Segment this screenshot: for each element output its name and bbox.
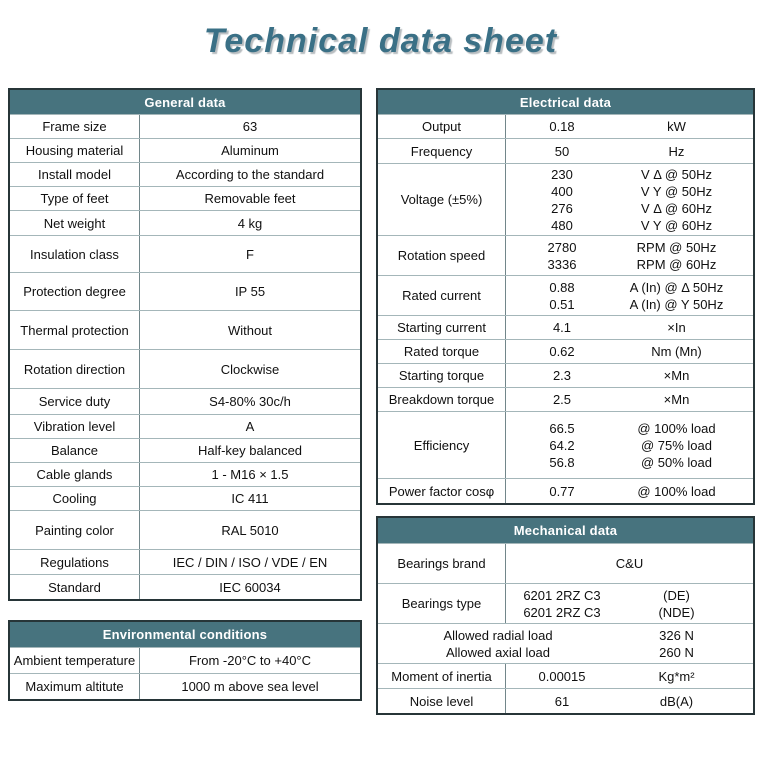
row-value: IEC 60034: [219, 579, 281, 595]
row-unit-line: V Y @ 50Hz: [640, 183, 713, 199]
row-unit-line: 326 N: [659, 627, 694, 643]
row-value: [506, 115, 618, 138]
row-label: Noise level: [378, 689, 506, 713]
row-value-line: 2780: [547, 239, 577, 255]
table-row: [378, 138, 753, 163]
row-value-line: 0.62: [549, 344, 575, 359]
row-unit-line: dB(A): [659, 693, 694, 709]
table-row: [378, 583, 753, 623]
row-label: Insulation class: [10, 236, 140, 272]
row-unit-line: A (In) @ Δ 50Hz: [629, 279, 724, 295]
row-value: According to the standard: [175, 167, 325, 182]
row-value: [506, 664, 618, 688]
row-value-line: 2.5: [552, 392, 572, 407]
table-row: [10, 647, 360, 673]
row-label: Protection degree: [10, 273, 140, 310]
electrical-data-table: [376, 88, 755, 505]
row-label-span: [378, 624, 618, 663]
row-unit: [618, 139, 753, 163]
row-value: 4 kg: [237, 215, 263, 231]
row-value: [506, 364, 618, 387]
table-row: [10, 162, 360, 186]
row-unit-line: (NDE): [658, 604, 695, 620]
row-unit-line: RPM @ 60Hz: [636, 256, 717, 272]
row-label: Painting color: [10, 511, 140, 549]
row-unit-line: (DE): [663, 587, 690, 603]
row-label: Bearings type: [378, 584, 506, 623]
row-value-line: 50: [554, 143, 570, 159]
table-row: [378, 688, 753, 713]
row-label: Rated torque: [378, 340, 506, 363]
row-label: Voltage (±5%): [378, 164, 506, 235]
row-label: Maximum altitute: [10, 674, 140, 699]
row-label: Cooling: [10, 487, 140, 510]
row-unit-line: @ 100% load: [637, 483, 716, 499]
row-value: 1000 m above sea level: [181, 679, 319, 694]
row-value: IP 55: [234, 284, 266, 299]
row-value: 63: [242, 119, 258, 134]
table-row: [378, 275, 753, 315]
row-unit-line: @ 100% load: [637, 420, 716, 436]
row-value: Clockwise: [220, 361, 280, 377]
table-row: [10, 235, 360, 272]
table-row: [10, 414, 360, 438]
table-row: [10, 349, 360, 388]
row-value-line: 3336: [547, 256, 577, 272]
row-value: RAL 5010: [221, 522, 279, 538]
mechanical-data-table: [376, 516, 755, 715]
row-value-line: 0.18: [549, 119, 575, 134]
row-value-line: 61: [554, 693, 570, 709]
row-value-line: 6201 2RZ C3: [523, 587, 601, 603]
row-label: Efficiency: [378, 412, 506, 478]
general-data-table: [8, 88, 362, 601]
table-header: Mechanical data: [378, 518, 753, 543]
row-value: [506, 236, 618, 275]
table-row: [378, 235, 753, 275]
table-row: [10, 549, 360, 574]
row-unit-line: Hz: [668, 143, 685, 159]
table-row: [10, 210, 360, 235]
row-value: [506, 689, 618, 713]
row-value: [506, 340, 618, 363]
table-row: [378, 478, 753, 503]
table-row: [378, 339, 753, 363]
row-unit: [618, 364, 753, 387]
row-value-line: 4.1: [552, 320, 572, 335]
row-label: Bearings brand: [378, 544, 506, 583]
row-value-line: 0.77: [549, 483, 575, 499]
row-unit: [618, 412, 753, 478]
row-unit-line: V Δ @ 60Hz: [640, 200, 713, 216]
row-value-line: 2.3: [552, 368, 572, 383]
row-value: F: [246, 246, 254, 262]
row-label: Moment of inertia: [378, 664, 506, 688]
row-value: Removable feet: [204, 191, 296, 206]
table-row: [10, 574, 360, 599]
table-row: [378, 663, 753, 688]
table-row: [10, 388, 360, 414]
row-label: Frequency: [378, 139, 506, 163]
row-unit: [618, 479, 753, 503]
row-unit: [618, 276, 753, 315]
row-unit-line: @ 50% load: [640, 454, 713, 470]
row-unit-line: V Δ @ 50Hz: [640, 166, 713, 182]
row-value-line: 230: [551, 166, 573, 182]
row-label-line: Allowed axial load: [445, 644, 551, 660]
table-row: [378, 363, 753, 387]
row-value-line: 6201 2RZ C3: [523, 604, 601, 620]
row-label-line: Allowed radial load: [443, 627, 553, 643]
table-row: [378, 387, 753, 411]
row-unit-line: Kg*m²: [658, 668, 695, 684]
row-value: [506, 139, 618, 163]
row-value-line: C&U: [615, 556, 644, 571]
row-unit: [618, 340, 753, 363]
row-label: Frame size: [10, 115, 140, 138]
row-label: Type of feet: [10, 187, 140, 210]
row-value-line: 480: [551, 217, 573, 233]
row-label: Install model: [10, 163, 140, 186]
table-row: [10, 438, 360, 462]
row-value: [506, 412, 618, 478]
row-label: Standard: [10, 575, 140, 599]
row-unit-line: Nm (Mn): [651, 344, 702, 359]
row-value-line: 276: [551, 200, 573, 216]
row-value: IC 411: [231, 491, 269, 506]
row-value-line: 56.8: [549, 454, 575, 470]
table-header: General data: [10, 90, 360, 114]
row-label: Housing material: [10, 139, 140, 162]
table-header: Environmental conditions: [10, 622, 360, 647]
row-value-line: 0.00015: [538, 668, 586, 684]
table-row: [378, 543, 753, 583]
table-row: [378, 315, 753, 339]
row-value: A: [245, 419, 255, 434]
row-label: Net weight: [10, 211, 140, 235]
environmental-conditions-table: [8, 620, 362, 701]
row-value: [506, 164, 618, 235]
row-unit-line: kW: [667, 119, 686, 134]
row-unit-line: ×In: [667, 320, 686, 335]
table-row: [10, 673, 360, 699]
row-unit-line: ×Mn: [663, 368, 690, 383]
row-unit: [618, 316, 753, 339]
row-label: Rotation direction: [10, 350, 140, 388]
row-unit-line: A (In) @ Y 50Hz: [629, 296, 724, 312]
row-value: From -20°C to +40°C: [188, 653, 312, 668]
row-unit-line: 260 N: [659, 644, 694, 660]
row-label: Thermal protection: [10, 311, 140, 349]
table-row: [10, 310, 360, 349]
table-row: [378, 163, 753, 235]
row-unit-line: @ 75% load: [640, 437, 713, 453]
table-row: [10, 186, 360, 210]
table-row: [378, 411, 753, 478]
row-unit-line: RPM @ 50Hz: [636, 239, 717, 255]
row-label: Ambient temperature: [10, 648, 140, 673]
row-unit: [618, 164, 753, 235]
table-row: [378, 114, 753, 138]
row-label: Starting current: [378, 316, 506, 339]
page-title: Technical data sheet: [203, 22, 558, 60]
row-value: [506, 479, 618, 503]
row-label: Output: [378, 115, 506, 138]
row-unit-line: ×Mn: [663, 392, 690, 407]
row-unit: [618, 689, 753, 713]
row-unit: [618, 664, 753, 688]
row-unit-line: V Y @ 60Hz: [640, 217, 713, 233]
table-header: Electrical data: [378, 90, 753, 114]
row-value: [506, 316, 618, 339]
row-value: [506, 584, 618, 623]
row-value: S4-80% 30c/h: [209, 394, 291, 409]
row-value-span: [506, 544, 753, 583]
table-row: [378, 623, 753, 663]
row-value: Half-key balanced: [197, 443, 303, 458]
row-label: Rated current: [378, 276, 506, 315]
table-row: [10, 510, 360, 549]
table-row: [10, 138, 360, 162]
row-unit: [618, 236, 753, 275]
row-value: 1 - M16 × 1.5: [211, 467, 289, 482]
row-value: IEC / DIN / ISO / VDE / EN: [172, 554, 328, 570]
row-value: [506, 276, 618, 315]
row-label: Power factor cosφ: [378, 479, 506, 503]
row-label: Regulations: [10, 550, 140, 574]
row-value-line: 66.5: [549, 420, 575, 436]
row-value: Without: [227, 322, 273, 338]
row-unit: [618, 388, 753, 411]
row-unit: [618, 115, 753, 138]
row-value-line: 0.51: [549, 296, 575, 312]
row-label: Cable glands: [10, 463, 140, 486]
table-row: [10, 462, 360, 486]
row-unit: [618, 584, 753, 623]
row-unit: [618, 624, 753, 663]
row-label: Rotation speed: [378, 236, 506, 275]
row-label: Breakdown torque: [378, 388, 506, 411]
row-value-line: 64.2: [549, 437, 575, 453]
row-value: Aluminum: [221, 143, 279, 158]
row-label: Starting torque: [378, 364, 506, 387]
row-value-line: 0.88: [549, 279, 575, 295]
row-label: Balance: [10, 439, 140, 462]
row-label: Vibration level: [10, 415, 140, 438]
row-value-line: 400: [551, 183, 573, 199]
table-row: [10, 486, 360, 510]
row-label: Service duty: [10, 389, 140, 414]
table-row: [10, 114, 360, 138]
table-row: [10, 272, 360, 310]
row-value: [506, 388, 618, 411]
